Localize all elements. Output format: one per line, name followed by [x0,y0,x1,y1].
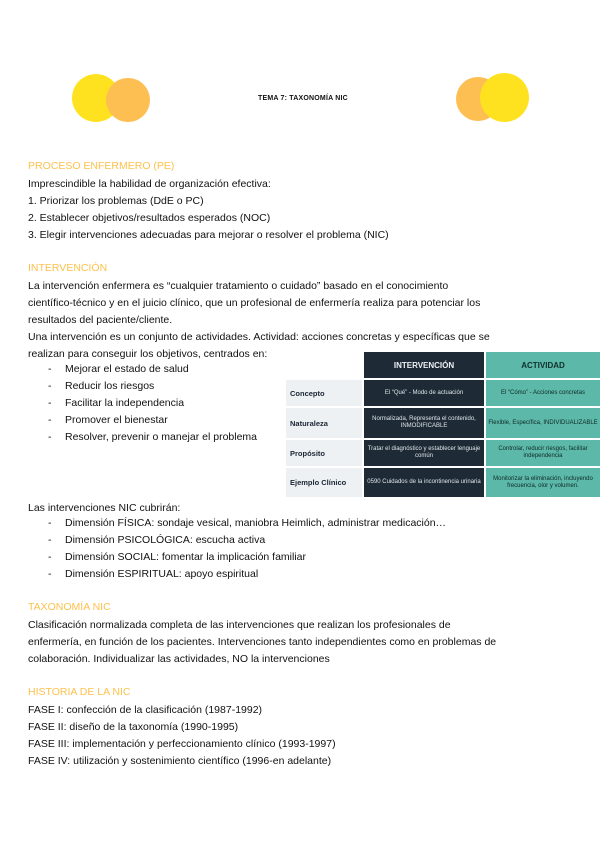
dash-bullet: - [48,380,52,392]
table-cell-intervencion: 0590 Cuidados de la incontinencia urinaria [364,468,484,497]
list-item-text: Reducir los riesgos [65,380,155,392]
dash-bullet: - [48,397,52,409]
section-title-historia: HISTORIA DE LA NIC [28,686,131,698]
section-title-intervencion: INTERVENCIÓN [28,262,108,274]
intervencion-line: científico-técnico y en el juicio clínico, que un profesional de enfermería realiza para potenciar los [28,297,481,309]
taxonomia-line: enfermería, en función de los pacientes. Intervenciones tanto independientes como en problemas de [28,636,497,648]
table-row-label: Concepto [286,380,362,406]
orange-circle-decoration [106,78,150,122]
table-corner [286,352,362,378]
taxonomia-line: colaboración. Individualizar las actividades, NO la intervenciones [28,653,330,665]
historia-item: FASE II: diseño de la taxonomía (1990-1995) [28,721,239,733]
proceso-item: 2. Establecer objetivos/resultados esperados (NOC) [28,212,271,224]
intervencion-line: resultados del paciente/cliente. [28,314,173,326]
yellow-circle-decoration [480,73,529,122]
taxonomia-line: Clasificación normalizada completa de las intervenciones que realizan los profesionales de [28,619,451,631]
dash-bullet: - [48,517,52,529]
list-item-text: Dimensión ESPIRITUAL: apoyo espiritual [65,568,259,580]
dash-bullet: - [48,431,52,443]
dash-bullet: - [48,414,52,426]
proceso-intro: Imprescindible la habilidad de organización efectiva: [28,178,271,190]
table-row-label: Propósito [286,440,362,466]
table-row-label: Naturaleza [286,408,362,438]
page-title: TEMA 7: TAXONOMÍA NIC [258,95,348,102]
table-cell-intervencion: Tratar el diagnóstico y establecer lenguaje común [364,440,484,466]
section-title-proceso: PROCESO ENFERMERO (PE) [28,160,175,172]
table-cell-intervencion: Normalizada, Representa el contenido, INMODIFICABLE [364,408,484,438]
list-item-text: Facilitar la independencia [65,397,185,409]
list-item-text: Resolver, prevenir o manejar el problema [65,431,258,443]
list-item-text: Dimensión SOCIAL: fomentar la implicación familiar [65,551,307,563]
proceso-item: 1. Priorizar los problemas (DdE o PC) [28,195,204,207]
dash-bullet: - [48,363,52,375]
table-header-intervencion: INTERVENCIÓN [364,352,484,378]
intervencion-actividad-table [286,352,600,497]
list-item-text: Dimensión FÍSICA: sondaje vesical, maniobra Heimlich, administrar medicación… [65,517,447,529]
table-cell-actividad: El “Cómo” - Acciones concretas [486,380,600,406]
proceso-item: 3. Elegir intervenciones adecuadas para mejorar o resolver el problema (NIC) [28,229,389,241]
intervencion-line: La intervención enfermera es “cualquier tratamiento o cuidado” basado en el conocimiento [28,280,449,292]
list-item-text: Dimensión PSICOLÓGICA: escucha activa [65,534,266,546]
list-item-text: Promover el bienestar [65,414,168,426]
dimensiones-intro: Las intervenciones NIC cubrirán: [28,502,181,514]
intervencion-line: realizan para conseguir los objetivos, centrados en: [28,348,268,360]
table-header-actividad: ACTIVIDAD [486,352,600,378]
dash-bullet: - [48,551,52,563]
intervencion-line: Una intervención es un conjunto de actividades. Actividad: acciones concretas y específicas que se [28,331,490,343]
list-item-text: Mejorar el estado de salud [65,363,189,375]
historia-item: FASE III: implementación y perfeccionamiento clínico (1993-1997) [28,738,336,750]
table-cell-actividad: Flexible, Específica, INDIVIDUALIZABLE [486,408,600,438]
section-title-taxonomia: TAXONOMÍA NIC [28,601,111,613]
historia-item: FASE I: confección de la clasificación (1987-1992) [28,704,263,716]
historia-item: FASE IV: utilización y sostenimiento científico (1996-en adelante) [28,755,332,767]
table-row-label: Ejemplo Clínico [286,468,362,497]
table-cell-intervencion: El “Qué” - Modo de actuación [364,380,484,406]
dash-bullet: - [48,568,52,580]
table-cell-actividad: Monitorizar la eliminación, incluyendo frecuencia, olor y volumen. [486,468,600,497]
dash-bullet: - [48,534,52,546]
table-cell-actividad: Controlar, reducir riesgos, facilitar independencia [486,440,600,466]
